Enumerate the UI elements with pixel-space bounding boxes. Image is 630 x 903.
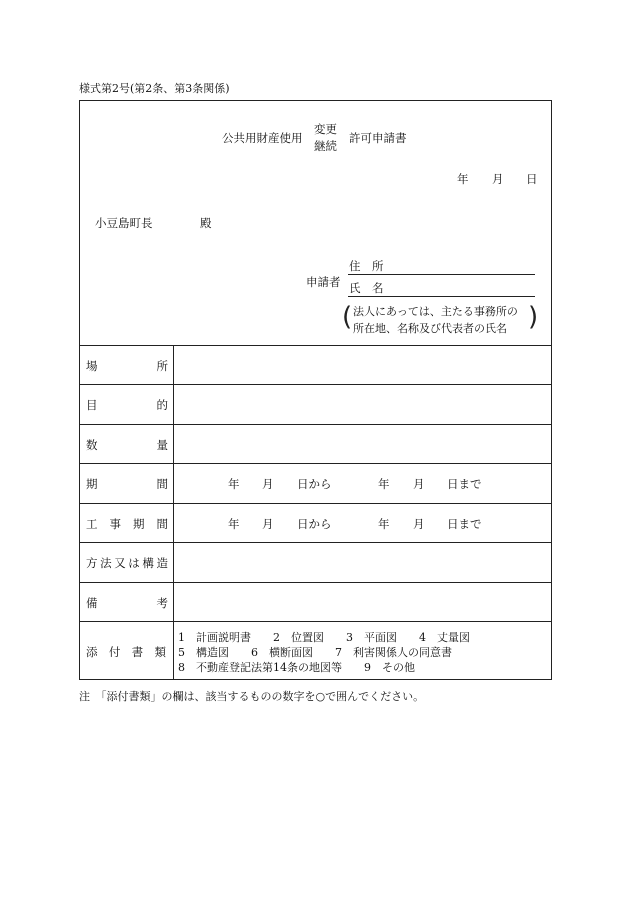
construction-to-year: 年: [378, 517, 390, 531]
corporate-note-line1: 法人にあっては、主たる事務所の: [353, 305, 518, 318]
label-quantity: 数 量: [86, 438, 168, 452]
label-purpose: 目 的: [86, 398, 168, 412]
form-title-option-continue[interactable]: 継続: [314, 139, 337, 153]
row-divider: [80, 463, 551, 464]
label-attachments: 添 付 書 類: [86, 645, 166, 659]
period-from-month: 月: [262, 477, 274, 491]
application-form: [79, 100, 552, 680]
row-divider: [80, 384, 551, 385]
addressee: 小豆島町長: [95, 216, 153, 230]
period-from-day: 日から: [297, 477, 332, 491]
form-title-option-change[interactable]: 変更: [314, 122, 337, 136]
addressee-honorific: 殿: [200, 216, 212, 230]
construction-to-month: 月: [413, 517, 425, 531]
note-open-paren: (: [342, 302, 353, 332]
construction-from-month: 月: [262, 517, 274, 531]
name-field-line[interactable]: [348, 296, 535, 297]
period-from-year: 年: [228, 477, 240, 491]
label-method: 方 法 又 は 構 造: [86, 556, 168, 570]
row-divider: [80, 542, 551, 543]
attachments-line-3: 8 不動産登記法第14条の地図等 9 その他: [178, 661, 415, 674]
period-to-month: 月: [413, 477, 425, 491]
corporate-note-line2: 所在地、名称及び代表者の氏名: [353, 322, 507, 335]
date-year-label: 年: [457, 172, 469, 186]
label-remarks: 備 考: [86, 596, 168, 610]
column-divider: [173, 345, 174, 679]
row-divider: [80, 582, 551, 583]
form-number: 様式第2号(第2条、第3条関係): [79, 82, 230, 95]
form-title-prefix: 公共用財産使用: [222, 131, 303, 145]
construction-to-day: 日まで: [447, 517, 482, 531]
name-label: 氏 名: [349, 281, 384, 295]
period-to-year: 年: [378, 477, 390, 491]
construction-from-day: 日から: [297, 517, 332, 531]
row-divider: [80, 503, 551, 504]
row-divider: [80, 621, 551, 622]
note-close-paren: ): [528, 302, 539, 332]
period-to-day: 日まで: [447, 477, 482, 491]
attachments-line-1: 1 計画説明書 2 位置図 3 平面図 4 丈量図: [178, 631, 470, 644]
address-label: 住 所: [349, 259, 384, 273]
label-place: 場 所: [86, 359, 168, 373]
footnote: 注 「添付書類」の欄は、該当するものの数字を○で囲んでください。: [79, 690, 425, 703]
form-title-suffix: 許可申請書: [349, 131, 407, 145]
applicant-label: 申請者: [306, 275, 341, 289]
row-divider: [80, 345, 551, 346]
date-day-label: 日: [526, 172, 538, 186]
label-construction-period: 工 事 期 間: [86, 517, 168, 531]
row-divider: [80, 424, 551, 425]
label-period: 期 間: [86, 477, 168, 491]
construction-from-year: 年: [228, 517, 240, 531]
attachments-line-2: 5 構造図 6 横断面図 7 利害関係人の同意書: [178, 646, 452, 659]
address-field-line[interactable]: [348, 274, 535, 275]
date-month-label: 月: [492, 172, 504, 186]
